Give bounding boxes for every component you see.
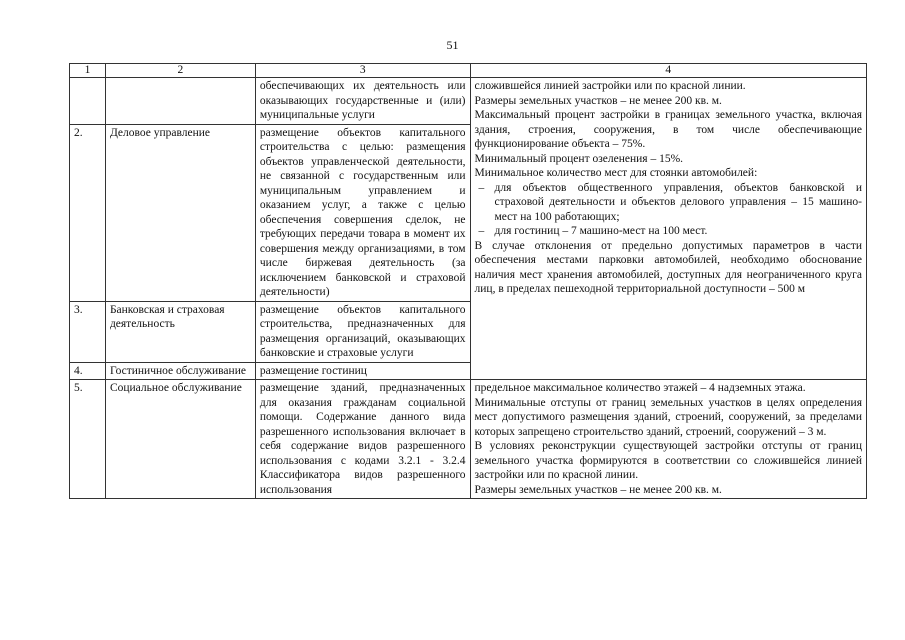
use-type-name <box>105 78 255 125</box>
row-number: 5. <box>70 380 106 499</box>
use-type-name: Банковская и страховая деятельность <box>105 301 255 362</box>
parameter-text: сложившейся линией застройки или по красной линии. <box>474 80 746 92</box>
use-type-description: обеспечивающих их деятельность или оказывающих государственные и (или) муниципальные услуги <box>255 78 470 125</box>
table-row <box>70 380 867 499</box>
row-number: 3. <box>70 301 106 362</box>
table-header-row <box>70 64 867 78</box>
list-item: – для гостиниц – 7 машино-мест на 100 мест. <box>475 224 862 239</box>
parameter-text: Размеры земельных участков – не менее 200 кв. м. <box>474 94 722 107</box>
use-type-name: Деловое управление <box>105 124 255 301</box>
parameter-text: Минимальный процент озеленения – 15%. <box>474 152 684 165</box>
parameter-text: Минимальные отступы от границ земельных участков в целях определения мест допустимого размещения зданий, строений, сооружений, за пределами которых запрещено строительство зданий, строений, сооружений – 3 м. <box>474 396 862 438</box>
use-type-description: размещение объектов капитального строительства, предназначенных для размещения организаций, оказывающих банковские и страховые услуги <box>255 301 470 362</box>
column-header: 2 <box>105 64 255 78</box>
use-type-description: размещение гостиниц <box>255 362 470 380</box>
row-number: 4. <box>70 362 106 380</box>
column-header: 4 <box>470 64 866 78</box>
use-type-name: Гостиничное обслуживание <box>105 362 255 380</box>
parameter-text: Максимальный процент застройки в границах земельного участка, включая здания, строения, сооружения, в том числе обеспечивающие функционирование объекта – 75%. <box>474 109 862 150</box>
use-type-name: Социальное обслуживание <box>105 380 255 499</box>
use-type-description: размещение объектов капитального строительства с целью: размещения объектов управленческой деятельности, не связанной с государственным или муниципальным управлением и оказанием услуг, а также с целью обеспечения совершения сделок, не требующих передачи товара в момент их совершения между организациями, в том числе биржевая деятельность (за исключением банковской и страховой деятельности) <box>255 124 470 301</box>
row-number <box>70 78 106 125</box>
table-row <box>70 78 867 125</box>
parameter-text: предельное максимальное количество этажей – 4 надземных этажа. <box>474 382 806 394</box>
column-header: 1 <box>70 64 106 78</box>
parking-list <box>475 181 862 239</box>
parameter-text: В случае отклонения от предельно допустимых параметров в части обеспечения местами парковки автомобилей, необходимо обоснование наличия мест хранения автомобилей, доступных для неограниченного круга лиц, в пределах пешеходной территориальной доступности – 500 м <box>474 239 862 295</box>
row-number: 2. <box>70 124 106 301</box>
parameter-text: В условиях реконструкции существующей застройки отступы от границ земельного участка формируются в соответствии со сложившейся линией застройки или по красной линии. <box>474 440 862 481</box>
regulations-table <box>69 63 867 499</box>
use-type-description: размещение зданий, предназначенных для оказания гражданам социальной помощи. Содержание данного вида разрешенного использования включает в себя содержание видов разрешенного использования с кодами 3.2.1 - 3.2.4 Классификатора видов разрешенного использования <box>255 380 470 499</box>
page-number: 51 <box>446 38 459 52</box>
parameter-text: Минимальное количество мест для стоянки автомобилей: <box>474 167 758 179</box>
parameters-cell <box>470 380 866 499</box>
parameter-text: Размеры земельных участков – не менее 200 кв. м. <box>474 483 722 496</box>
list-item: – для объектов общественного управления, объектов банковской и страховой деятельности и объектов делового управления – 15 машино-мест на 100 работающих; <box>475 181 862 225</box>
column-header: 3 <box>255 64 470 78</box>
parameters-cell <box>470 78 866 380</box>
